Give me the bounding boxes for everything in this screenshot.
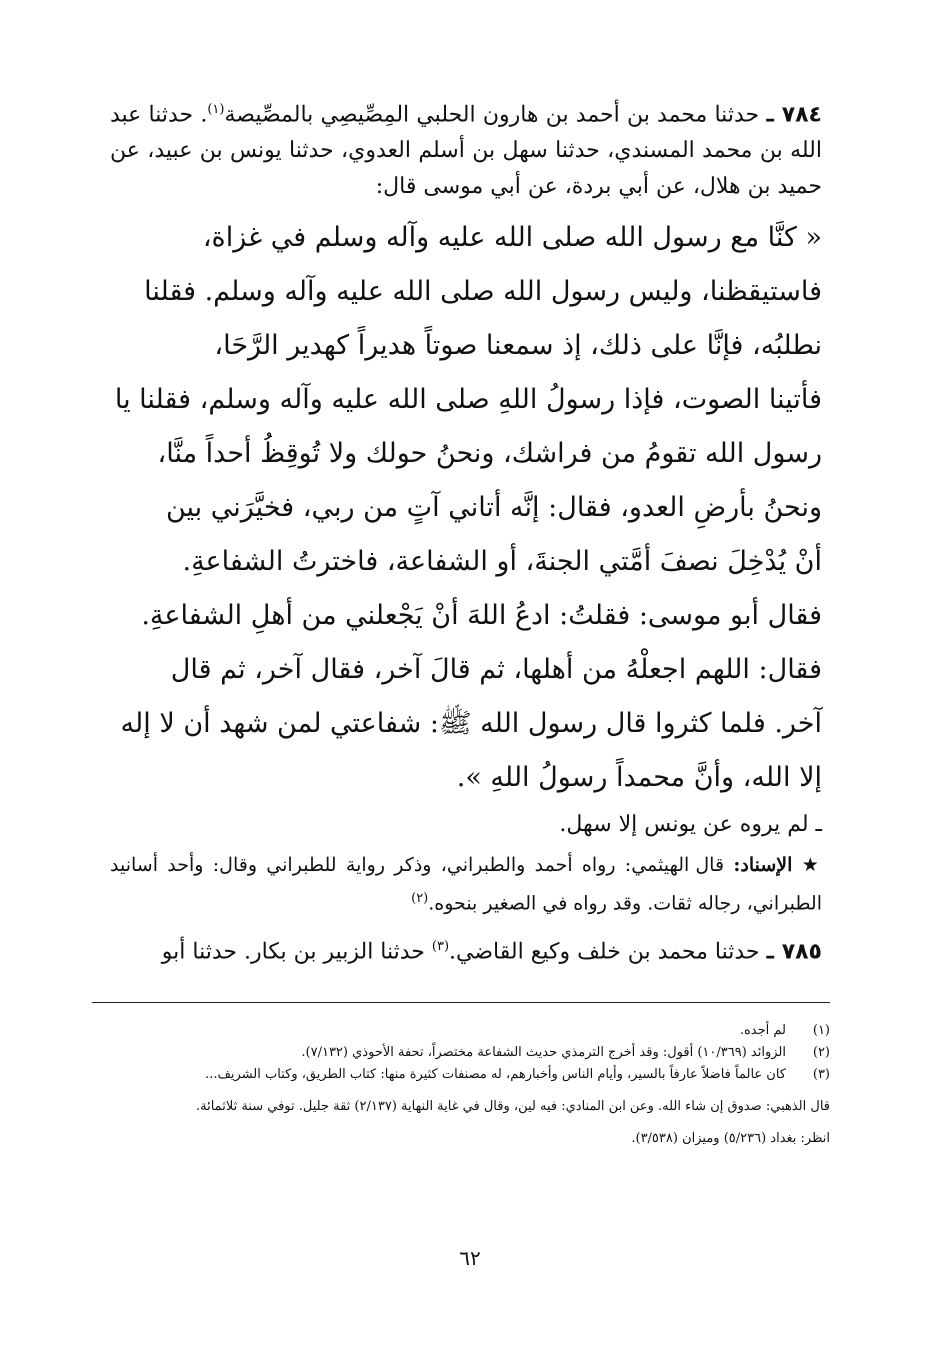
isnad-paragraph [110,849,822,920]
footnote-ref-1: (١) [207,102,225,117]
matn-line: فأتينا الصوت، فإذا رسولُ اللهِ صلى الله عليه وآله وسلم، فقلنا يا [114,384,822,416]
isnad-text: قال الهيثمي: رواه أحمد والطبراني، وذكر رواية للطبراني وقال: وأحد أسانيد الطبراني، رجاله ثقات. وقد رواه في الصغير بنحوه. [110,854,822,915]
matn-line: فاستيقظنا، وليس رسول الله صلى الله عليه وآله وسلم. فقلنا [144,276,822,308]
footnote-divider [92,1002,830,1003]
hadith-785-number: ٧٨٥ ـ [766,938,822,964]
hadith-784-matn [110,211,822,805]
hadith-784-sanad [110,92,822,205]
footnote-ref-3: (٣) [431,938,450,954]
footnote-reference: انظر: بغداد (٥/٢٣٦) وميزان (٣/٥٣٨). [631,1131,830,1146]
matn-line: ونحنُ بأرضِ العدو، فقال: إنَّه أتاني آتٍ من ربي، فخيَّرَني بين [165,492,822,524]
hadith-785-sanad [110,929,822,970]
footnote-text: كان عالماً فاضلاً عارفاً بالسير، وأيام الناس وأخبارهم، له مصنفات كثيرة منها: كتاب الطريق، وكتاب الشريف... [205,1067,786,1082]
star-icon: ★ [801,854,822,877]
matn-line: فقال: اللهم اجعلْهُ من أهلها، ثم قالَ آخر، فقال آخر، ثم قال [170,654,822,686]
footnote-item [110,1064,830,1086]
matn-line: أنْ يُدْخِلَ نصفَ أمَّتي الجنةَ، أو الشفاعة، فاخترتُ الشفاعةِ. [182,546,822,578]
main-text [110,92,822,970]
isnad-label: الإسناد: [733,854,793,877]
footnote-ref-2: (٢) [411,891,429,907]
footnote-text: الزوائد (١٠/٣٦٩) أقول: وقد أخرج الترمذي حديث الشفاعة مختصراً، تحفة الأحوذي (٧/١٣٢). [301,1045,786,1060]
footnote-number: (١) [812,1023,830,1038]
footnote-text: لم أجده. [739,1023,786,1038]
hadith-784-number: ٧٨٤ ـ [766,102,822,128]
matn-line: رسول الله تقومُ من فراشك، ونحنُ حولك ولا تُوقِظُ أحداً منَّا، [157,438,822,470]
matn-line: آخر. فلما كثروا قال رسول الله ﷺ: شفاعتي لمن شهد أن لا إله [120,708,822,740]
footnote-item [110,1020,830,1042]
matn-line: نطلبُه، فإنَّا على ذلك، إذ سمعنا صوتاً هديراً كهدير الرَّحَا، [214,330,822,362]
hadith-784-note: ـ لم يروه عن يونس إلا سهل. [559,812,822,838]
footnotes [110,1020,830,1150]
footnote-item [110,1042,830,1064]
hadith-785-text-a: حدثنا محمد بن خلف وكيع القاضي. [449,938,760,964]
hadith-785-text-b: حدثنا الزبير بن بكار. حدثنا أبو [161,938,425,964]
matn-line: « كنَّا مع رسول الله صلى الله عليه وآله وسلم في غزاة، [202,222,822,254]
footnote-number: (٣) [812,1067,830,1082]
footnote-number: (٢) [812,1045,830,1060]
footnote-continuation: قال الذهبي: صدوق إن شاء الله. وعن ابن المنادي: فيه لين، وقال في غاية النهاية (٢/١٣٧) ثقة جليل. توفي سنة ثلاثمائة. [196,1099,830,1114]
matn-line: إلا الله، وأنَّ محمداً رسولُ اللهِ ». [456,762,822,794]
hadith-784-sanad-part1: حدثنا محمد بن أحمد بن هارون الحلبي المِصِّيصِي بالمصِّيصة [224,102,760,128]
matn-line: فقال أبو موسى: فقلتُ: ادعُ اللهَ أنْ يَجْعلني من أهلِ الشفاعةِ. [141,600,822,632]
hadith-784-sanad-part2: . حدثنا عبد الله بن محمد المسندي، حدثنا سهل بن أسلم العدوي، حدثنا يونس بن عبيد، عن حميد بن هلال، عن أبي بردة، عن أبي موسى قال: [110,102,822,200]
page-number: ٦٢ [459,1246,481,1270]
